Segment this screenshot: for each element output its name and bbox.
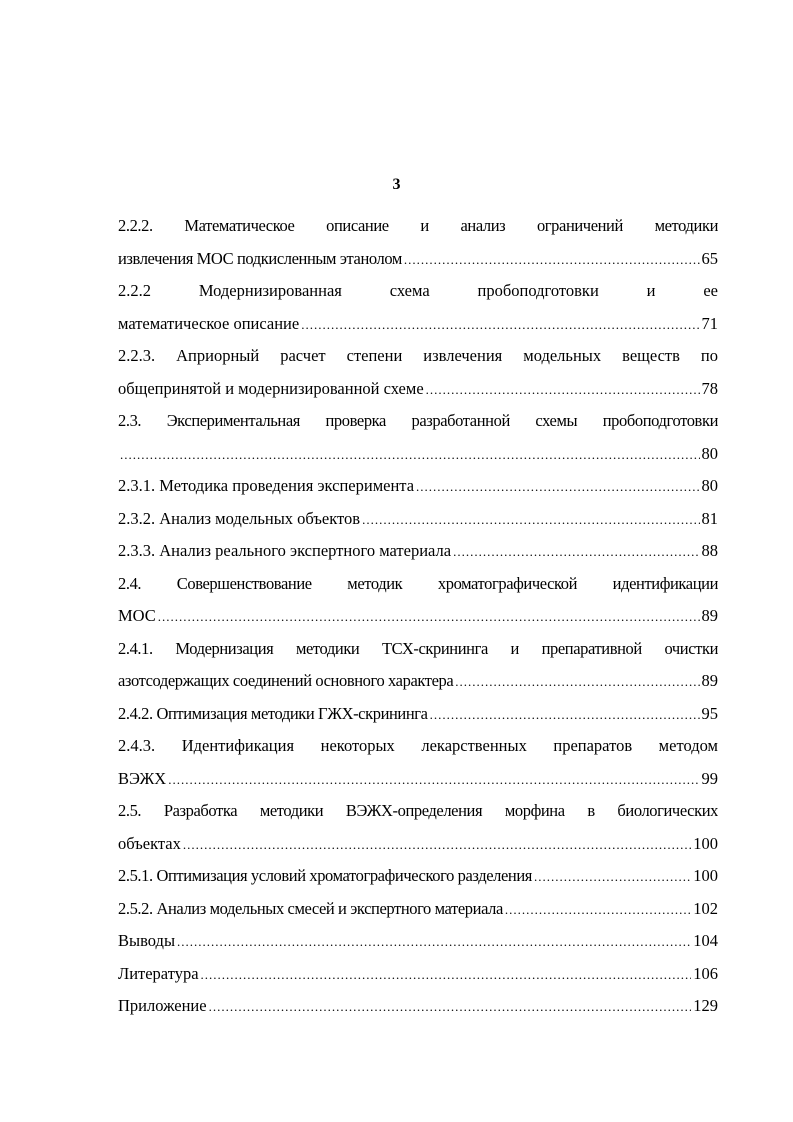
dot-leader	[120, 439, 700, 471]
toc-entry-title: 2.3.1. Методика проведения эксперимента	[118, 476, 415, 495]
toc-entry[interactable]	[118, 503, 718, 536]
dot-leader	[404, 244, 700, 276]
dot-leader	[455, 666, 699, 698]
toc-entry-title: 2.2.2 Модернизированная схема пробоподготовки и ее	[118, 281, 718, 300]
toc-entry[interactable]	[118, 373, 718, 406]
toc-entry[interactable]	[118, 925, 718, 958]
toc-entry-heading-line	[118, 275, 718, 308]
toc-entry-heading-line	[118, 633, 718, 666]
toc-entry[interactable]	[118, 893, 718, 926]
dot-leader	[158, 601, 700, 633]
toc-entry-title-continuation: извлечения МОС подкисленным этанолом	[118, 248, 402, 268]
toc-entry-page: 89	[701, 671, 718, 690]
toc-entry-heading-line	[118, 340, 718, 373]
toc-entry[interactable]	[118, 243, 718, 276]
toc-entry-title: Выводы	[118, 931, 176, 950]
toc-entry-title-continuation: объектах	[118, 833, 181, 853]
dot-leader	[201, 959, 692, 991]
toc-entry-title-continuation: математическое описание	[118, 313, 300, 333]
toc-entry-page: 95	[701, 703, 718, 723]
dot-leader	[177, 926, 691, 958]
dot-leader	[416, 471, 699, 503]
toc-entry-heading-line	[118, 730, 718, 763]
toc-entry[interactable]	[118, 308, 718, 341]
dot-leader	[505, 894, 691, 926]
toc-entry-heading-line	[118, 210, 718, 243]
toc-entry-page: 71	[701, 313, 718, 333]
toc-entry-page: 88	[701, 541, 718, 560]
toc-entry-page: 100	[693, 833, 718, 853]
toc-entry[interactable]	[118, 828, 718, 861]
toc-entry[interactable]	[118, 438, 718, 471]
dot-leader	[426, 374, 700, 406]
toc-entry-title: 2.4. Совершенствование методик хроматографической идентификации	[118, 573, 718, 593]
toc-entry-title: 2.5.2. Анализ модельных смесей и экспертного материала	[118, 898, 503, 918]
dot-leader	[453, 536, 699, 568]
toc-entry-heading-line	[118, 405, 718, 438]
toc-entry-page: 81	[701, 508, 718, 528]
toc-entry-title: Литература	[118, 963, 199, 983]
toc-entry-page: 99	[701, 768, 718, 788]
toc-entry-page: 100	[693, 866, 718, 885]
toc-entry-title: 2.5.1. Оптимизация условий хроматографического разделения	[118, 866, 532, 885]
toc-entry-page: 80	[701, 443, 718, 463]
toc-entry[interactable]	[118, 763, 718, 796]
toc-entry-page: 104	[693, 931, 718, 950]
toc-entry-title: 2.4.2. Оптимизация методики ГЖХ-скрининга	[118, 703, 428, 723]
toc-entry-title-continuation: МОС	[118, 606, 156, 625]
dot-leader	[534, 861, 691, 893]
toc-entry-title: 2.3. Экспериментальная проверка разработанной схемы пробоподготовки	[118, 411, 718, 430]
dot-leader	[430, 699, 700, 731]
toc-entry-title: 2.2.3. Априорный расчет степени извлечения модельных веществ по	[118, 346, 718, 365]
toc-entry-title: 2.5. Разработка методики ВЭЖХ-определения морфина в биологических	[118, 801, 718, 820]
toc-entry-page: 106	[693, 963, 718, 983]
toc-entry-title-continuation: азотсодержащих соединений основного характера	[118, 671, 454, 690]
toc-entry-title: 2.2.2. Математическое описание и анализ ограничений методики	[118, 216, 718, 235]
table-of-contents	[118, 210, 718, 1023]
dot-leader	[168, 764, 699, 796]
toc-entry[interactable]	[118, 958, 718, 991]
dot-leader	[362, 504, 699, 536]
toc-entry[interactable]	[118, 990, 718, 1023]
toc-entry[interactable]	[118, 665, 718, 698]
toc-entry-page: 102	[693, 898, 718, 918]
toc-entry-heading-line	[118, 795, 718, 828]
toc-entry-title: 2.3.2. Анализ модельных объектов	[118, 508, 361, 528]
toc-entry[interactable]	[118, 698, 718, 731]
dot-leader	[183, 829, 691, 861]
toc-entry-heading-line	[118, 568, 718, 601]
toc-entry[interactable]	[118, 860, 718, 893]
toc-entry-page: 78	[701, 378, 718, 398]
toc-entry-title: 2.3.3. Анализ реального экспертного материала	[118, 541, 452, 560]
toc-entry-title-continuation: общепринятой и модернизированной схеме	[118, 378, 424, 398]
toc-entry-title: 2.4.3. Идентификация некоторых лекарственных препаратов методом	[118, 736, 718, 755]
toc-entry-page: 65	[701, 248, 718, 268]
toc-entry[interactable]	[118, 470, 718, 503]
toc-entry-title: 2.4.1. Модернизация методики ТСХ-скрининга и препаративной очистки	[118, 638, 718, 658]
dot-leader	[301, 309, 699, 341]
toc-entry-title-continuation: ВЭЖХ	[118, 768, 167, 788]
toc-entry-page: 89	[701, 606, 718, 625]
toc-entry[interactable]	[118, 535, 718, 568]
page-number: 3	[392, 176, 401, 193]
toc-entry[interactable]	[118, 600, 718, 633]
toc-entry-page: 80	[701, 476, 718, 495]
dot-leader	[209, 991, 692, 1023]
toc-entry-title: Приложение	[118, 996, 207, 1015]
toc-entry-page: 129	[693, 996, 718, 1015]
